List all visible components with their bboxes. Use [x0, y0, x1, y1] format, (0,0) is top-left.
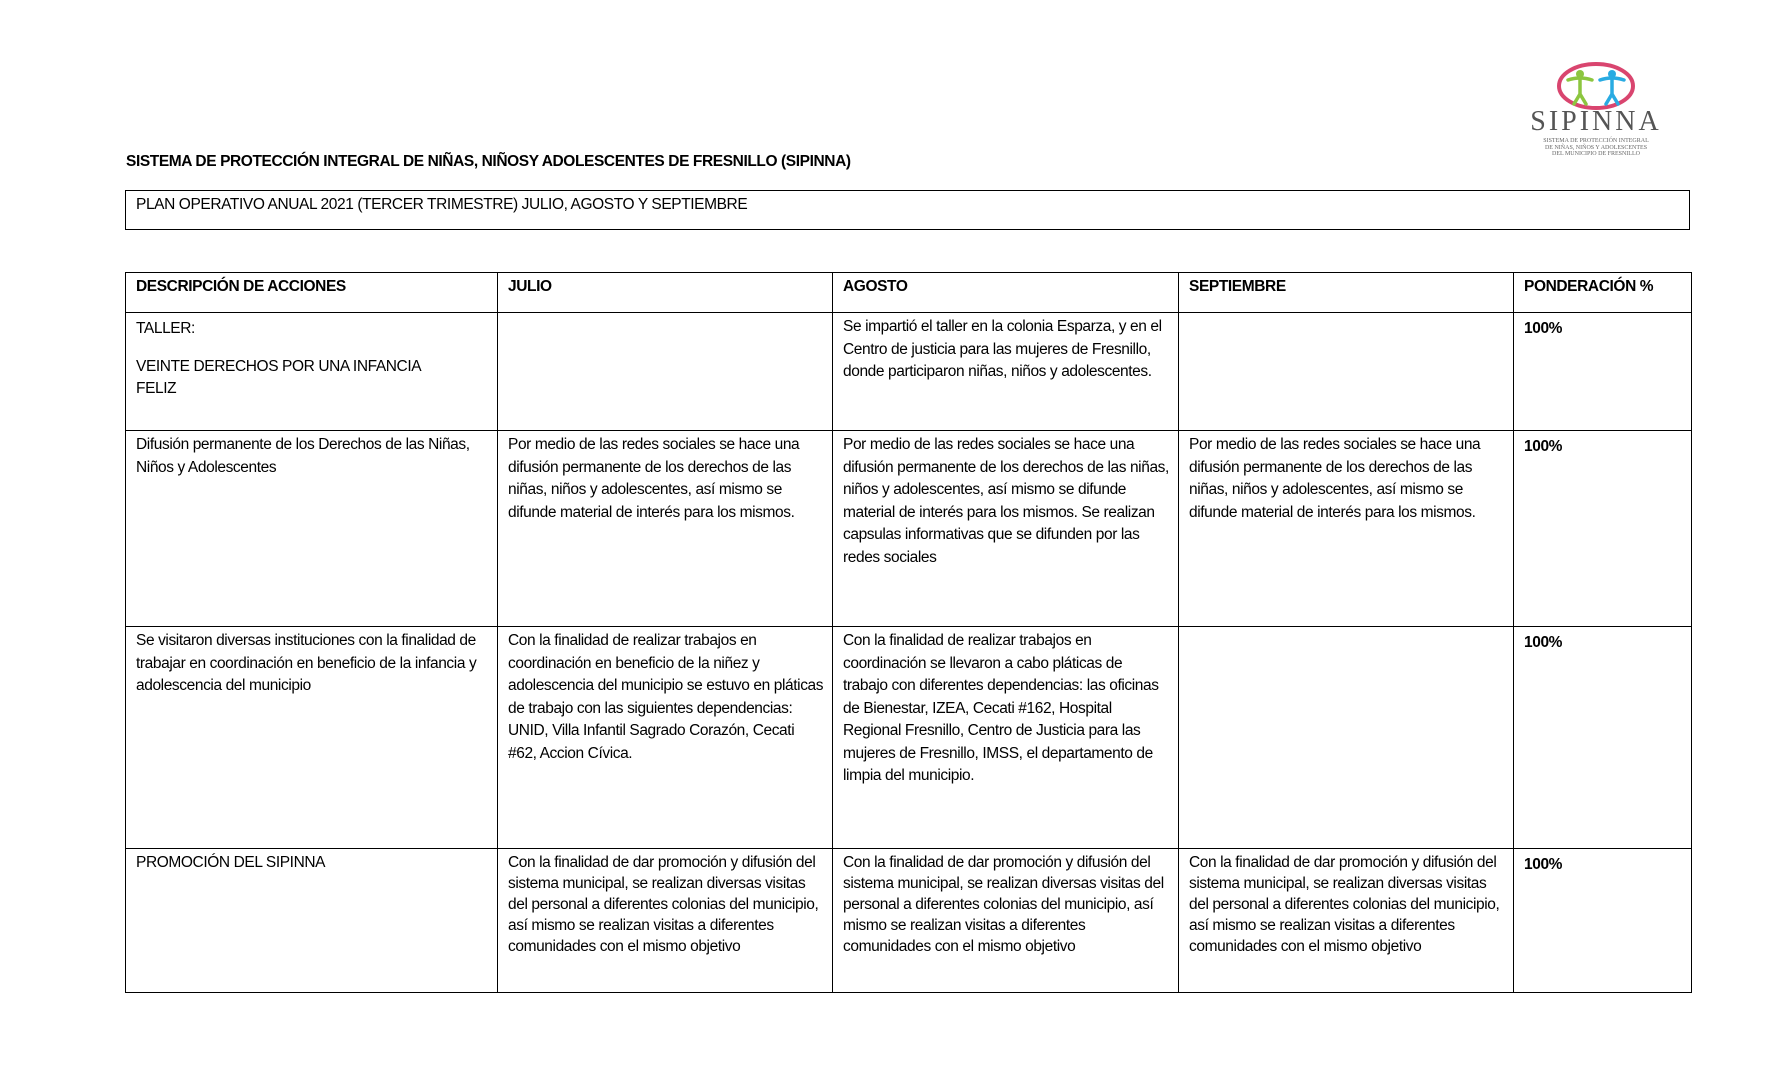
table-row	[126, 849, 1692, 993]
taller-name: VEINTE DERECHOS POR UNA INFANCIA FELIZ	[136, 358, 421, 397]
cell-julio: Por medio de las redes sociales se hace una difusión permanente de los derechos de las niñas, niños y adolescentes, así mismo se difunde material de interés para los mismos.	[498, 431, 833, 627]
header-descripcion: DESCRIPCIÓN DE ACCIONES	[126, 273, 498, 313]
cell-julio	[498, 313, 833, 431]
cell-ponderacion: 100%	[1514, 313, 1692, 431]
logo-subtitle-line: DE NIÑAS, NIÑOS Y ADOLESCENTES	[1544, 144, 1648, 151]
table-row	[126, 627, 1692, 849]
header-agosto: AGOSTO	[833, 273, 1179, 313]
cell-septiembre: Con la finalidad de dar promoción y difusión del sistema municipal, se realizan diversas visitas del personal a diferentes colonias del municipio, así mismo se realizan visitas a diferentes comunidades con el mismo objetivo	[1179, 849, 1514, 993]
logo-subtitle-line: SISTEMA DE PROTECCIÓN INTEGRAL	[1543, 138, 1649, 144]
logo-subtitle	[1496, 138, 1696, 158]
cell-ponderacion: 100%	[1514, 849, 1692, 993]
header-julio: JULIO	[498, 273, 833, 313]
header-ponderacion: PONDERACIÓN %	[1514, 273, 1692, 313]
cell-ponderacion: 100%	[1514, 431, 1692, 627]
sipinna-logo	[1496, 62, 1696, 157]
logo-subtitle-line: DEL MUNICIPIO DE FRESNILLO	[1552, 151, 1640, 157]
document-title: SISTEMA DE PROTECCIÓN INTEGRAL DE NIÑAS, NIÑOSY ADOLESCENTES DE FRESNILLO (SIPINNA)	[126, 153, 851, 170]
cell-julio: Con la finalidad de realizar trabajos en coordinación en beneficio de la niñez y adolescencia del municipio se estuvo en pláticas de trabajo con las siguientes dependencias: UNID, Villa Infantil Sagrado Corazón, Cecati #62, Accion Cívica.	[498, 627, 833, 849]
cell-descripcion: Se visitaron diversas instituciones con la finalidad de trabajar en coordinación en beneficio de la infancia y adolescencia del municipio	[126, 627, 498, 849]
cell-agosto: Con la finalidad de realizar trabajos en coordinación se llevaron a cabo pláticas de trabajo con diferentes dependencias: las oficinas de Bienestar, IZEA, Cecati #162, Hospital Regional Fresnillo, Centro de Justicia para las mujeres de Fresnillo, IMSS, el departamento de limpia del municipio.	[833, 627, 1179, 849]
cell-septiembre	[1179, 313, 1514, 431]
table-row	[126, 431, 1692, 627]
header-septiembre: SEPTIEMBRE	[1179, 273, 1514, 313]
taller-label: TALLER:	[136, 320, 195, 337]
cell-descripcion	[126, 313, 498, 431]
cell-septiembre: Por medio de las redes sociales se hace una difusión permanente de los derechos de las niñas, niños y adolescentes, así mismo se difunde material de interés para los mismos.	[1179, 431, 1514, 627]
table-row	[126, 313, 1692, 431]
logo-wordmark: SIPINNA	[1530, 106, 1662, 137]
cell-descripcion: PROMOCIÓN DEL SIPINNA	[126, 849, 498, 993]
cell-agosto: Con la finalidad de dar promoción y difusión del sistema municipal, se realizan diversas visitas del personal a diferentes colonias del municipio, así mismo se realizan visitas a diferentes comunidades con el mismo objetivo	[833, 849, 1179, 993]
cell-septiembre	[1179, 627, 1514, 849]
plan-heading: PLAN OPERATIVO ANUAL 2021 (TERCER TRIMESTRE) JULIO, AGOSTO Y SEPTIEMBRE	[136, 196, 748, 213]
table-header-row	[126, 273, 1692, 313]
cell-agosto: Se impartió el taller en la colonia Esparza, y en el Centro de justicia para las mujeres de Fresnillo, donde participaron niñas, niños y adolescentes.	[833, 313, 1179, 431]
sipinna-children-emblem-icon	[1496, 62, 1696, 110]
cell-descripcion: Difusión permanente de los Derechos de las Niñas, Niños y Adolescentes	[126, 431, 498, 627]
cell-agosto: Por medio de las redes sociales se hace una difusión permanente de los derechos de las niñas, niños y adolescentes, así mismo se difunde material de interés para los mismos. Se realizan capsulas informativas que se difunden por las redes sociales	[833, 431, 1179, 627]
cell-julio: Con la finalidad de dar promoción y difusión del sistema municipal, se realizan diversas visitas del personal a diferentes colonias del municipio, así mismo se realizan visitas a diferentes comunidades con el mismo objetivo	[498, 849, 833, 993]
activities-table	[125, 272, 1692, 993]
cell-ponderacion: 100%	[1514, 627, 1692, 849]
plan-heading-box	[125, 190, 1690, 230]
